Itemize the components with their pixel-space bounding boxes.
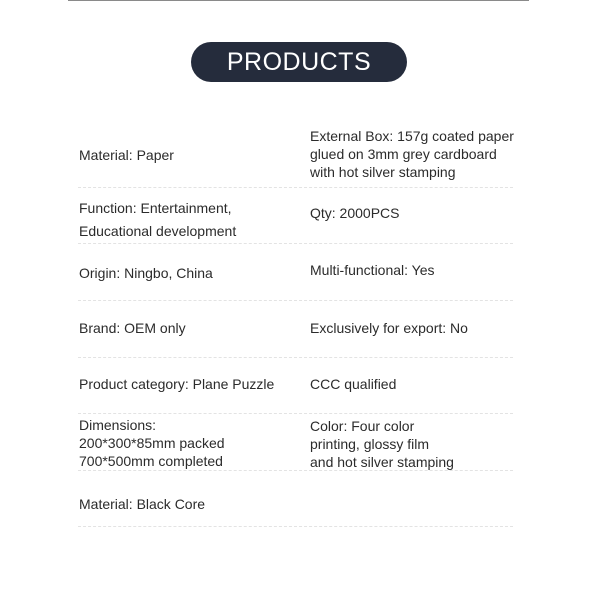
spec-row	[78, 188, 513, 244]
spec-left-cell: Material: Black Core	[79, 496, 206, 512]
spec-right-cell: CCC qualified	[310, 376, 397, 392]
spec-row	[78, 471, 513, 527]
spec-right-cell: Multi-functional: Yes	[310, 262, 435, 278]
spec-left-cell: Product category: Plane Puzzle	[79, 376, 275, 392]
spec-row	[78, 414, 513, 471]
spec-left-cell: Origin: Ningbo, China	[79, 265, 213, 281]
spec-left-cell: Brand: OEM only	[79, 320, 186, 336]
spec-right-cell: Color: Four color printing, glossy film and hot silver stamping	[310, 418, 454, 470]
spec-row	[78, 244, 513, 301]
spec-left-cell: Dimensions: 200*300*85mm packed 700*500mm completed	[79, 417, 225, 469]
spec-left-cell: Material: Paper	[79, 147, 174, 163]
spec-row	[78, 358, 513, 414]
spec-right-cell: Exclusively for export: No	[310, 320, 468, 336]
spec-right-cell: Qty: 2000PCS	[310, 205, 400, 221]
spec-row	[78, 301, 513, 358]
page-title: PRODUCTS	[226, 47, 372, 76]
spec-left-cell: Function: Entertainment, Educational development	[79, 200, 237, 239]
top-divider	[68, 0, 529, 1]
spec-row	[78, 120, 513, 188]
spec-right-cell: External Box: 157g coated paper glued on 3mm grey cardboard with hot silver stamping	[310, 128, 514, 180]
products-title-banner	[191, 42, 407, 82]
